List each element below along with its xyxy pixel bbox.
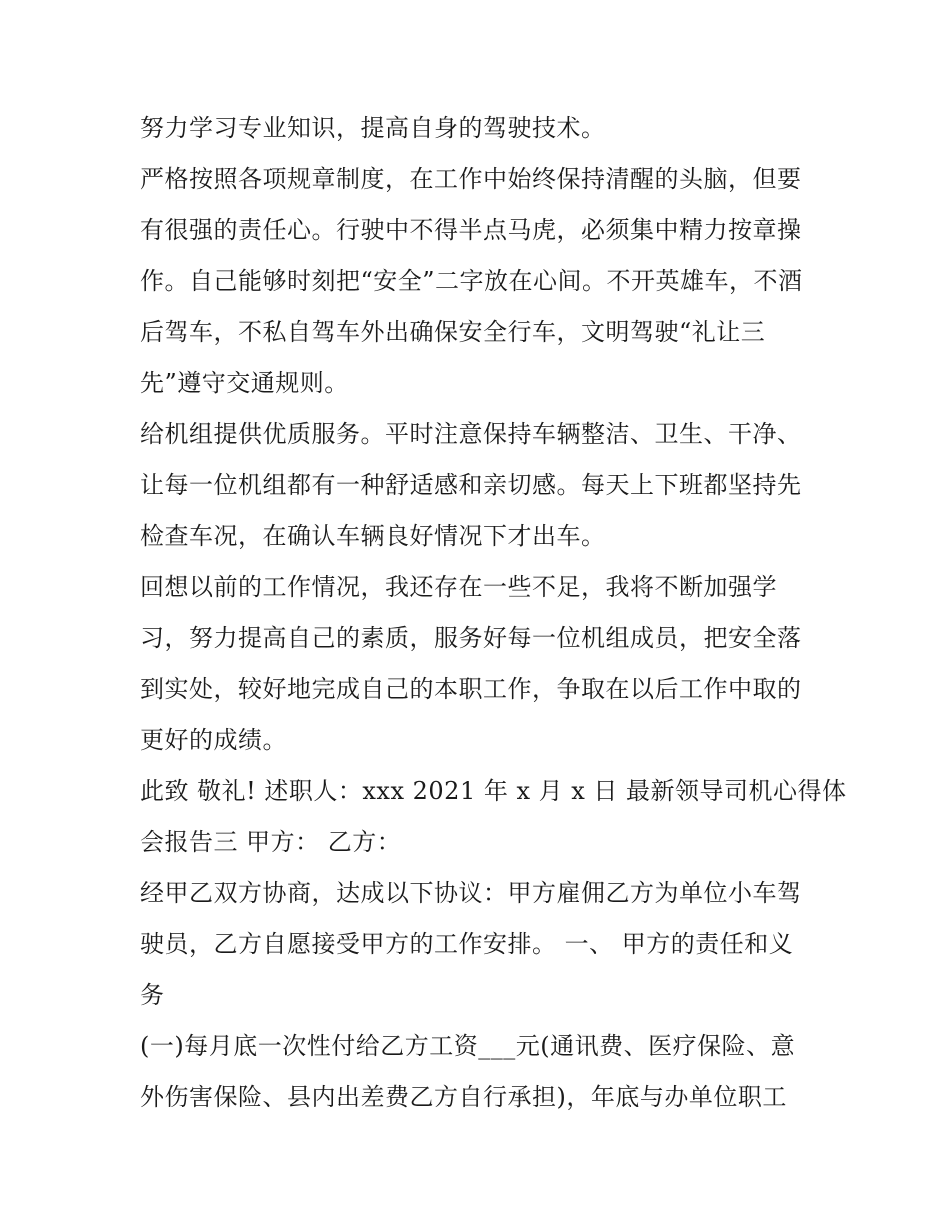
text-line: 习，努力提高自己的素质，服务好每一位机组成员，把安全落: [140, 624, 802, 652]
text-line: 给机组提供优质服务。平时注意保持车辆整洁、卫生、干净、: [140, 420, 802, 448]
text-line: 有很强的责任心。行驶中不得半点马虎，必须集中精力按章操: [140, 216, 802, 244]
text-line: 后驾车，不私自驾车外出确保安全行车，文明驾驶“礼让三: [140, 318, 766, 346]
text-line: 先”遵守交通规则。: [140, 369, 349, 397]
text-line: 作。自己能够时刻把“安全”二字放在心间。不开英雄车，不酒: [140, 267, 803, 295]
text-line: 更好的成绩。: [140, 726, 287, 754]
text-line: 回想以前的工作情况，我还存在一些不足，我将不断加强学: [140, 573, 777, 601]
text-line: 检查车况，在确认车辆良好情况下才出车。: [140, 522, 606, 550]
text-line: 务: [140, 981, 165, 1009]
text-line: (一)每月底一次性付给乙方工资___元(通讯费、医疗保险、意: [140, 1032, 796, 1060]
text-line: 到实处，较好地完成自己的本职工作，争取在以后工作中取的: [140, 675, 802, 703]
text-line: 外伤害保险、县内出差费乙方自行承担)，年底与办单位职工: [140, 1083, 787, 1111]
text-line: 严格按照各项规章制度，在工作中始终保持清醒的头脑，但要: [140, 165, 802, 193]
text-line: 驶员，乙方自愿接受甲方的工作安排。 一、 甲方的责任和义: [140, 930, 794, 958]
text-line: 努力学习专业知识，提高自身的驾驶技术。: [140, 114, 606, 142]
text-line: 会报告三 甲方： 乙方：: [140, 828, 402, 856]
text-line: 此致 敬礼! 述职人：xxx 2021 年 x 月 x 日 最新领导司机心得体: [140, 777, 847, 805]
text-line: 让每一位机组都有一种舒适感和亲切感。每天上下班都坚持先: [140, 471, 802, 499]
text-line: 经甲乙双方协商，达成以下协议：甲方雇佣乙方为单位小车驾: [140, 879, 802, 907]
